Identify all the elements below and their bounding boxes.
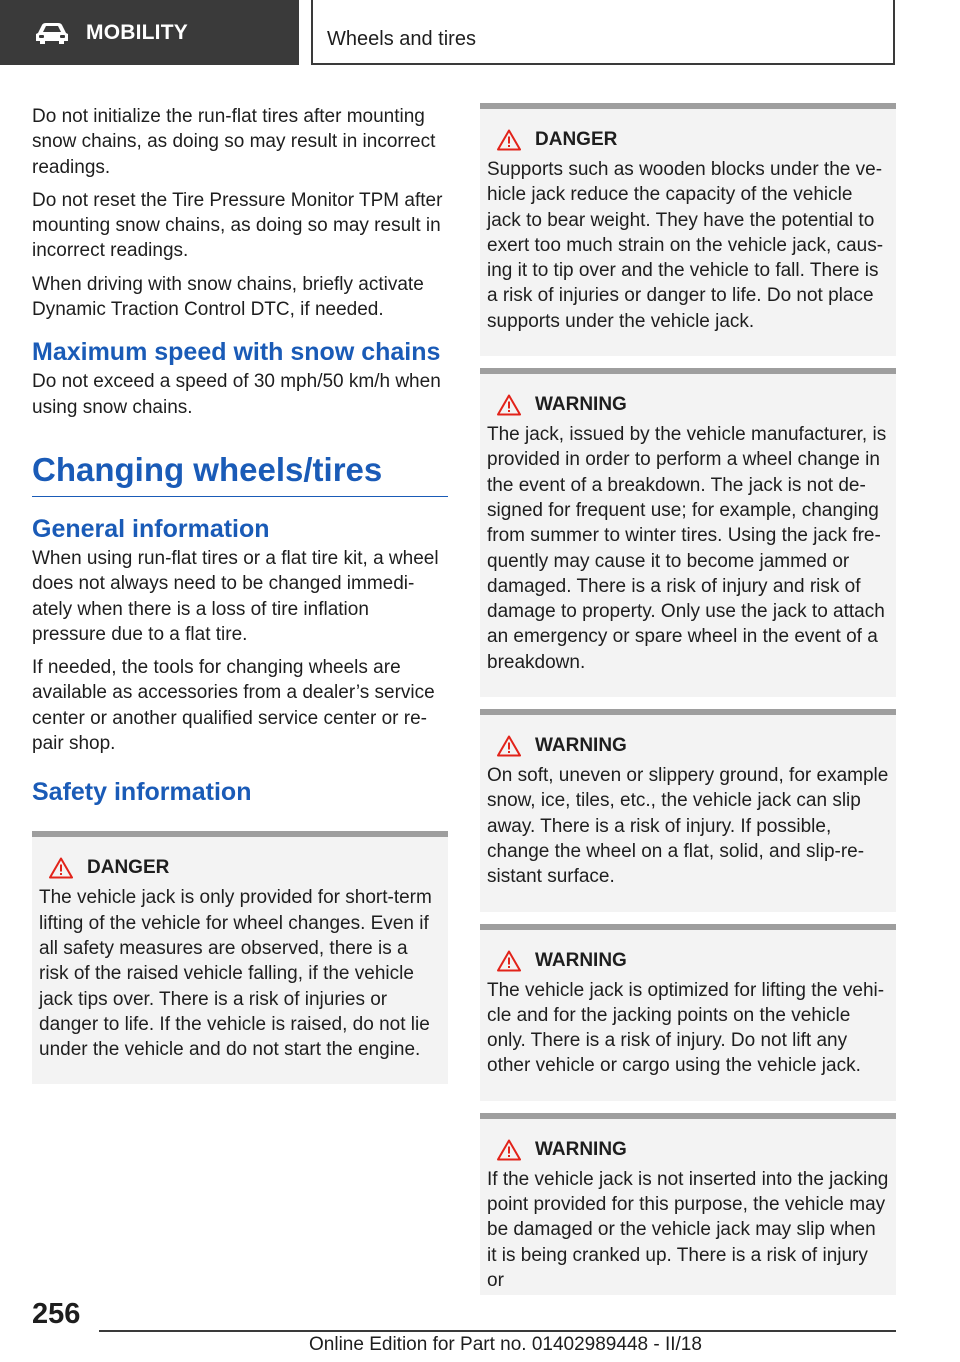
paragraph: Do not initialize the run-flat tires after mounting snow chains, as doing so may result in incorrect readings. bbox=[32, 106, 436, 178]
heading-general-information: General information bbox=[32, 514, 270, 543]
notice-title-text: WARNING bbox=[535, 1138, 627, 1160]
warning-notice bbox=[480, 709, 896, 911]
footer-edition: Online Edition for Part no. 01402989448 - II/18 bbox=[309, 1334, 702, 1355]
paragraph: When using run-flat tires or a flat tire kit, a wheel does not always need to be changed immediately when there is a loss of tire inflation pressure due to a flat tire. bbox=[32, 547, 439, 645]
left-column bbox=[32, 104, 448, 1084]
section-title: MOBILITY bbox=[86, 20, 188, 44]
notice-title-text: WARNING bbox=[535, 949, 627, 971]
notice-title bbox=[487, 950, 889, 972]
notice-title-text: DANGER bbox=[87, 857, 170, 879]
notice-text: The vehicle jack is only provided for short-term lifting of the vehicle for wheel changes. Even if all safety measures are observed, there is a risk of the raised vehicle falling, if the vehicle jack tips over. There is a risk of injuries or danger to life. If the vehicle is raised, do not lie under the vehicle and do not start the engine. bbox=[39, 887, 432, 1061]
notice-text: If the vehicle jack is not inserted into the jacking point provided for this purpose, the vehicle may be damaged or the vehicle jack may slip when it is being cranked up. There is a risk of injury or bbox=[487, 1168, 889, 1291]
page-number: 256 bbox=[32, 1298, 81, 1330]
paragraph: If needed, the tools for changing wheels are available as accessories from a dealer’s service center or another qualified service center or repair shop. bbox=[32, 657, 435, 755]
warning-triangle-icon bbox=[497, 950, 521, 972]
notice-title-text: WARNING bbox=[535, 735, 627, 757]
warning-triangle-icon bbox=[497, 1139, 521, 1161]
warning-triangle-icon bbox=[497, 394, 521, 416]
header-section-tab bbox=[0, 0, 299, 65]
warning-triangle-icon bbox=[497, 735, 521, 757]
chapter-title-box bbox=[311, 0, 895, 65]
notice-text: The jack, issued by the vehicle manufacturer, is provided in order to perform a wheel change in the event of a breakdown. The jack is not designed for frequent use; for example, changing from summer to winter tires. Using the jack frequently may cause it to become jammed or damaged. There is a risk of injury and risk of damage to property. Only use the jack to attach an emergency or spare wheel in the event of a breakdown. bbox=[487, 424, 887, 673]
heading-max-speed: Maximum speed with snow chains bbox=[32, 338, 441, 367]
notice-text: The vehicle jack is optimized for lifting the vehicle and for the jacking points on the vehicle only. There is a risk of injury. Do not lift any other vehicle or cargo using the vehicle jack. bbox=[487, 979, 885, 1077]
notice-title-text: DANGER bbox=[535, 129, 618, 150]
notice-title bbox=[487, 735, 889, 757]
warning-notice bbox=[480, 368, 896, 697]
notice-title bbox=[39, 857, 441, 879]
heading-changing-wheels: Changing wheels/tires bbox=[32, 450, 448, 497]
footer-divider bbox=[99, 1330, 896, 1332]
warning-triangle-icon bbox=[49, 857, 73, 879]
danger-notice bbox=[32, 831, 448, 1084]
notice-title bbox=[487, 394, 889, 416]
warning-notice bbox=[480, 1113, 896, 1295]
notice-title-text: WARNING bbox=[535, 394, 627, 416]
notice-text: Supports such as wooden blocks under the vehicle jack reduce the capacity of the vehicle jack to bear weight. They have the potential to exert too much strain on the vehicle jack, causing it to tip over and the vehicle to fall. There is a risk of injuries or danger to life. Do not place supports under the vehicle jack. bbox=[487, 159, 884, 332]
car-icon bbox=[34, 21, 70, 45]
warning-notice bbox=[480, 924, 896, 1101]
paragraph: Do not reset the Tire Pressure Monitor TPM after mounting snow chains, as doing so may result in incorrect readings. bbox=[32, 189, 443, 262]
paragraph: When driving with snow chains, briefly activate Dynamic Traction Control DTC, if needed. bbox=[32, 273, 424, 321]
paragraph: Do not exceed a speed of 30 mph/50 km/h when using snow chains. bbox=[32, 371, 441, 418]
heading-safety-information: Safety information bbox=[32, 778, 252, 807]
warning-triangle-icon bbox=[497, 129, 521, 151]
notice-text: On soft, uneven or slippery ground, for example snow, ice, tiles, etc., the vehicle jack can slip away. There is a risk of injury. If possible, change the wheel on a flat, solid, and slip-resistant surface. bbox=[487, 765, 889, 888]
notice-title bbox=[487, 129, 889, 151]
notice-title bbox=[487, 1139, 889, 1161]
right-column bbox=[480, 103, 896, 1295]
chapter-title: Wheels and tires bbox=[327, 28, 476, 50]
danger-notice bbox=[480, 103, 896, 356]
